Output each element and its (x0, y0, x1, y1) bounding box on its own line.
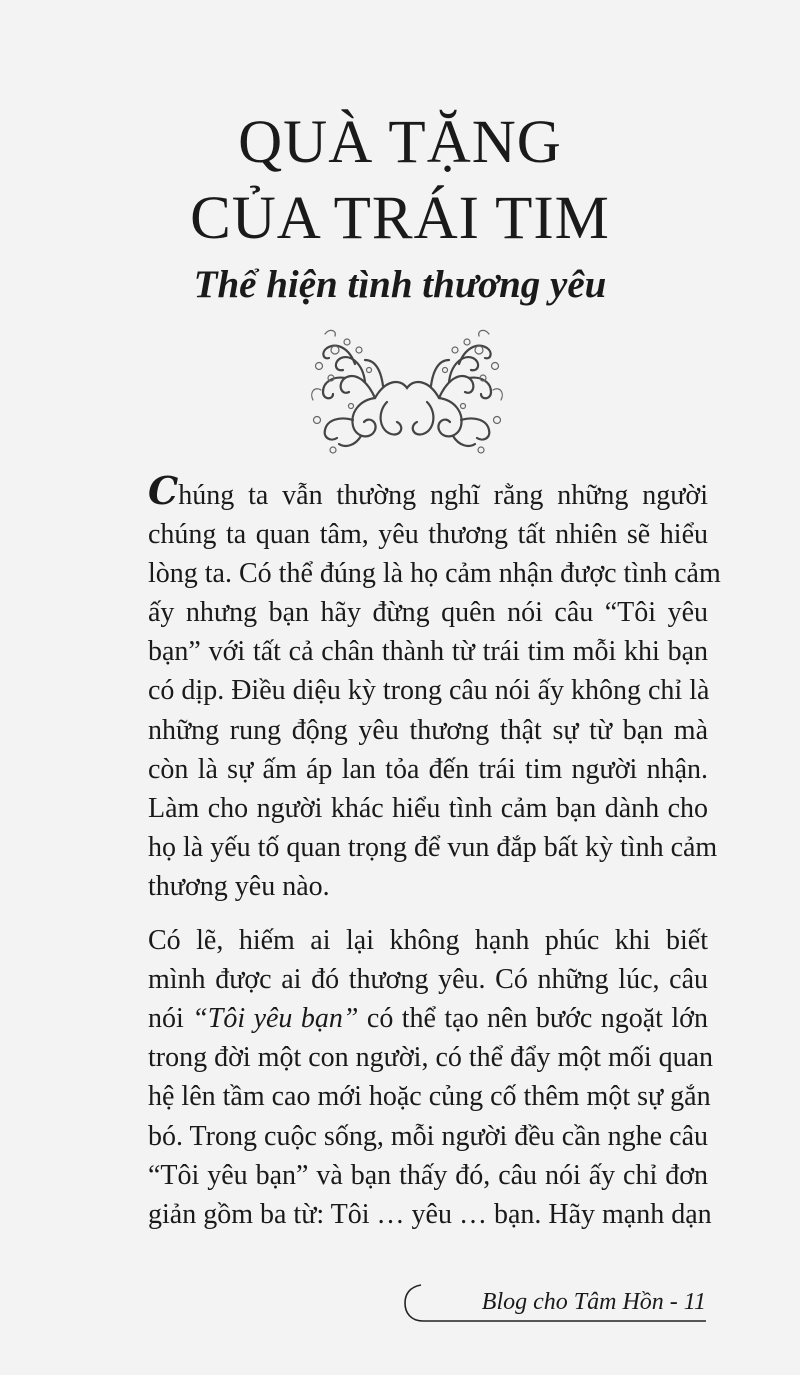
text-line: bạn” với tất cả chân thành từ trái tim mỗi khi bạn (148, 636, 708, 668)
book-title: Blog cho Tâm Hồn (481, 1289, 664, 1315)
page-footer (403, 1283, 708, 1323)
text-line: Chúng ta vẫn thường nghĩ rằng những người (148, 468, 708, 513)
chapter-body (148, 468, 721, 1234)
chapter-subtitle: Thể hiện tình thương yêu (193, 263, 607, 306)
text-line: lòng ta. Có thể đúng là họ cảm nhận được tình cảm (148, 558, 721, 590)
text-line: có dịp. Điều diệu kỳ trong câu nói ấy không chỉ là (148, 675, 710, 707)
text-line: những rung động yêu thương thật sự từ bạn mà (148, 714, 708, 746)
chapter-title-line-2: CỦA TRÁI TIM (190, 185, 610, 252)
drop-cap-letter: C (148, 468, 179, 513)
text-line: ấy nhưng bạn hãy đừng quên nói câu “Tôi yêu (148, 597, 708, 629)
text-line: bó. Trong cuộc sống, mỗi người đều cần nghe câu (148, 1120, 708, 1152)
text-line: chúng ta quan tâm, yêu thương tất nhiên sẽ hiểu (148, 519, 708, 551)
text-line: họ là yếu tố quan trọng để vun đắp bất kỳ tình cảm (148, 831, 718, 863)
footer-label (482, 1289, 706, 1316)
text-line: còn là sự ấm áp lan tỏa đến trái tim người nhận. (148, 753, 708, 785)
chapter-title-line-1: QUÀ TẶNG (238, 109, 562, 176)
text-line: trong đời một con người, có thể đẩy một mối quan (148, 1042, 714, 1074)
paragraph-1 (148, 468, 721, 906)
footer-separator: - (663, 1289, 684, 1315)
page-number: 11 (683, 1289, 706, 1315)
text-line: Làm cho người khác hiểu tình cảm bạn dành cho (148, 792, 708, 824)
text-line: mình được ai đó thương yêu. Có những lúc, câu (148, 964, 708, 996)
text-line: thương yêu nào. (148, 870, 330, 902)
text-line: nói “Tôi yêu bạn” có thể tạo nên bước ngoặt lớn (148, 1003, 708, 1035)
swirl-ornament-icon (305, 320, 510, 455)
paragraph-2 (148, 921, 714, 1234)
text-line: “Tôi yêu bạn” và bạn thấy đó, câu nói ấy chỉ đơn (148, 1159, 708, 1191)
text-line: hệ lên tầm cao mới hoặc củng cố thêm một sự gắn (148, 1081, 711, 1113)
text-line: Có lẽ, hiếm ai lại không hạnh phúc khi biết (148, 925, 708, 957)
text-line: giản gồm ba từ: Tôi … yêu … bạn. Hãy mạnh dạn (148, 1198, 712, 1230)
italic-quote: “Tôi yêu bạn” (192, 1003, 359, 1035)
